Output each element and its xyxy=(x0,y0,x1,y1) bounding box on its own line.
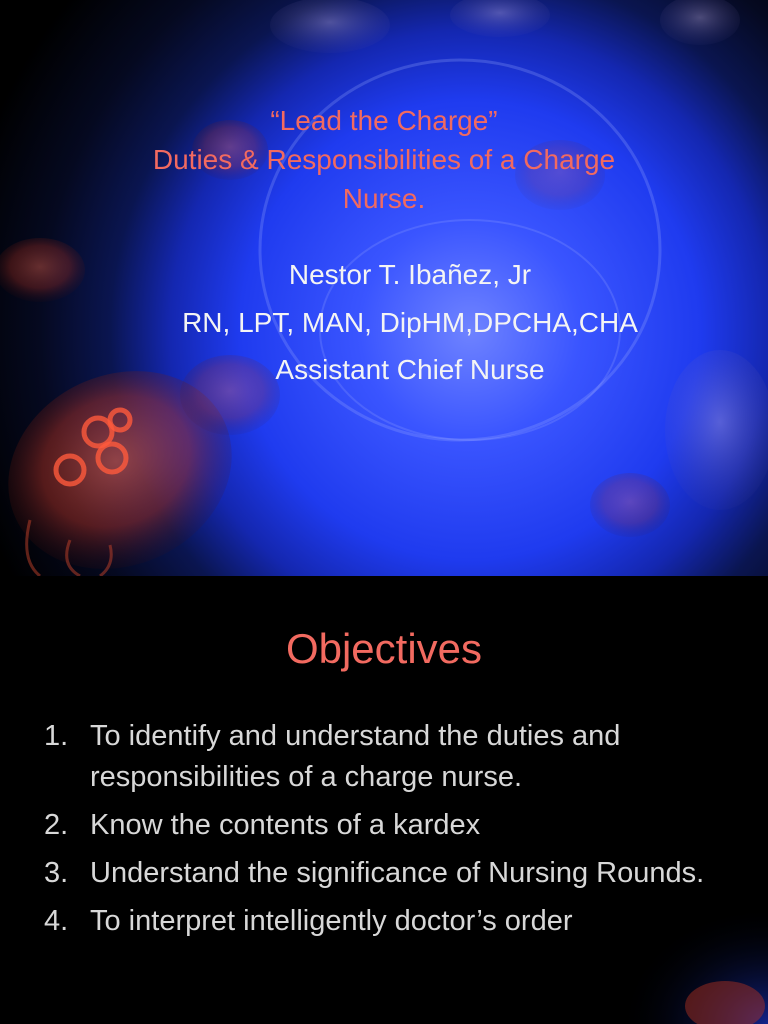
title-line-2: Duties & Responsibilities of a Charge xyxy=(152,144,616,175)
objectives-list xyxy=(44,716,734,949)
author-position: Assistant Chief Nurse xyxy=(275,354,545,385)
objectives-title: Objectives xyxy=(285,625,483,672)
author-credentials: RN, LPT, MAN, DipHM,DPCHA,CHA xyxy=(182,307,638,338)
list-item-text: Know the contents of a kardex xyxy=(90,809,481,841)
list-item-number: 2. xyxy=(44,809,69,841)
title-line-1: “Lead the Charge” xyxy=(270,105,498,136)
list-item xyxy=(44,853,734,894)
author-name: Nestor T. Ibañez, Jr xyxy=(288,259,532,290)
list-item-number: 3. xyxy=(44,857,69,889)
title-line-3: Nurse. xyxy=(342,183,426,214)
list-item-text: To identify and understand the duties and responsibilities of a charge nurse. xyxy=(90,720,621,793)
list-item-number: 4. xyxy=(44,905,69,937)
list-item-text: Understand the significance of Nursing Rounds. xyxy=(90,857,705,889)
list-item xyxy=(44,716,734,798)
list-item-text: To interpret intelligently doctor’s order xyxy=(90,905,573,937)
list-item xyxy=(44,901,734,942)
list-item-number: 1. xyxy=(44,720,69,752)
list-item xyxy=(44,805,734,846)
